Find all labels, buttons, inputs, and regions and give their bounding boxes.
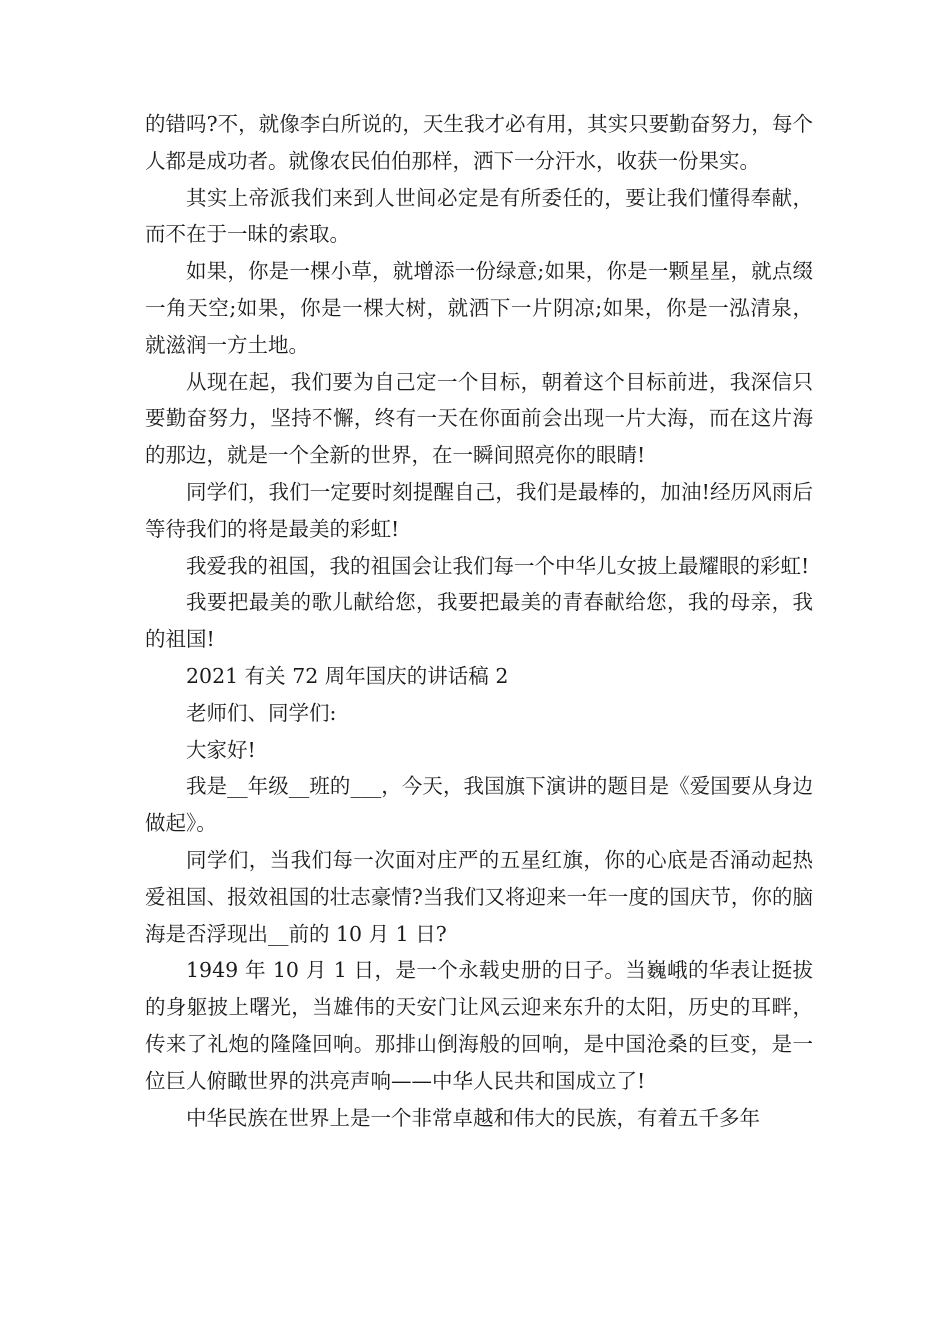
- paragraph: 其实上帝派我们来到人世间必定是有所委任的，要让我们懂得奉献，而不在于一昧的索取。: [145, 185, 813, 247]
- paragraph: 我要把最美的歌儿献给您，我要把最美的青春献给您，我的母亲，我的祖国!: [145, 590, 813, 652]
- section-heading: 2021 有关 72 周年国庆的讲话稿 2: [186, 663, 509, 688]
- greeting: 大家好!: [186, 737, 256, 762]
- salutation: 老师们、同学们:: [186, 700, 337, 725]
- paragraph: 从现在起，我们要为自己定一个目标，朝着这个目标前进，我深信只要勤奋努力，坚持不懈，终有一天在你面前会出现一片大海，而在这片海的那边，就是一个全新的世界，在一瞬间照亮你的眼睛!: [145, 369, 813, 468]
- paragraph: 我爱我的祖国，我的祖国会让我们每一个中华儿女披上最耀眼的彩虹!: [186, 553, 810, 578]
- paragraph: 1949 年 10 月 1 日，是一个永载史册的日子。当巍峨的华表让挺拔的身躯披上曙光，当雄伟的天安门让风云迎来东升的太阳，历史的耳畔，传来了礼炮的隆隆回响。那排山倒海般的回响，是中国沧桑的巨变，是一位巨人俯瞰世界的洪亮声响——中华人民共和国成立了!: [145, 958, 813, 1093]
- paragraph: 同学们，我们一定要时刻提醒自己，我们是最棒的，加油!经历风雨后等待我们的将是最美的彩虹!: [145, 479, 813, 541]
- paragraph: 我是__年级__班的___，今天，我国旗下演讲的题目是《爱国要从身边做起》。: [145, 774, 813, 836]
- paragraph: 中华民族在世界上是一个非常卓越和伟大的民族，有着五千多年: [186, 1105, 760, 1130]
- document-body: [145, 106, 813, 1136]
- paragraph: 如果，你是一棵小草，就增添一份绿意;如果，你是一颗星星，就点缀一角天空;如果，你是一棵大树，就洒下一片阴凉;如果，你是一泓清泉，就滋润一方土地。: [145, 259, 813, 357]
- paragraph-continuation: 的错吗?不，就像李白所说的，天生我才必有用，其实只要勤奋努力，每个人都是成功者。就像农民伯伯那样，洒下一分汗水，收获一份果实。: [145, 112, 813, 173]
- paragraph: 同学们，当我们每一次面对庄严的五星红旗，你的心底是否涌动起热爱祖国、报效祖国的壮志豪情?当我们又将迎来一年一度的国庆节，你的脑海是否浮现出__前的 10 月 1 日?: [145, 847, 813, 946]
